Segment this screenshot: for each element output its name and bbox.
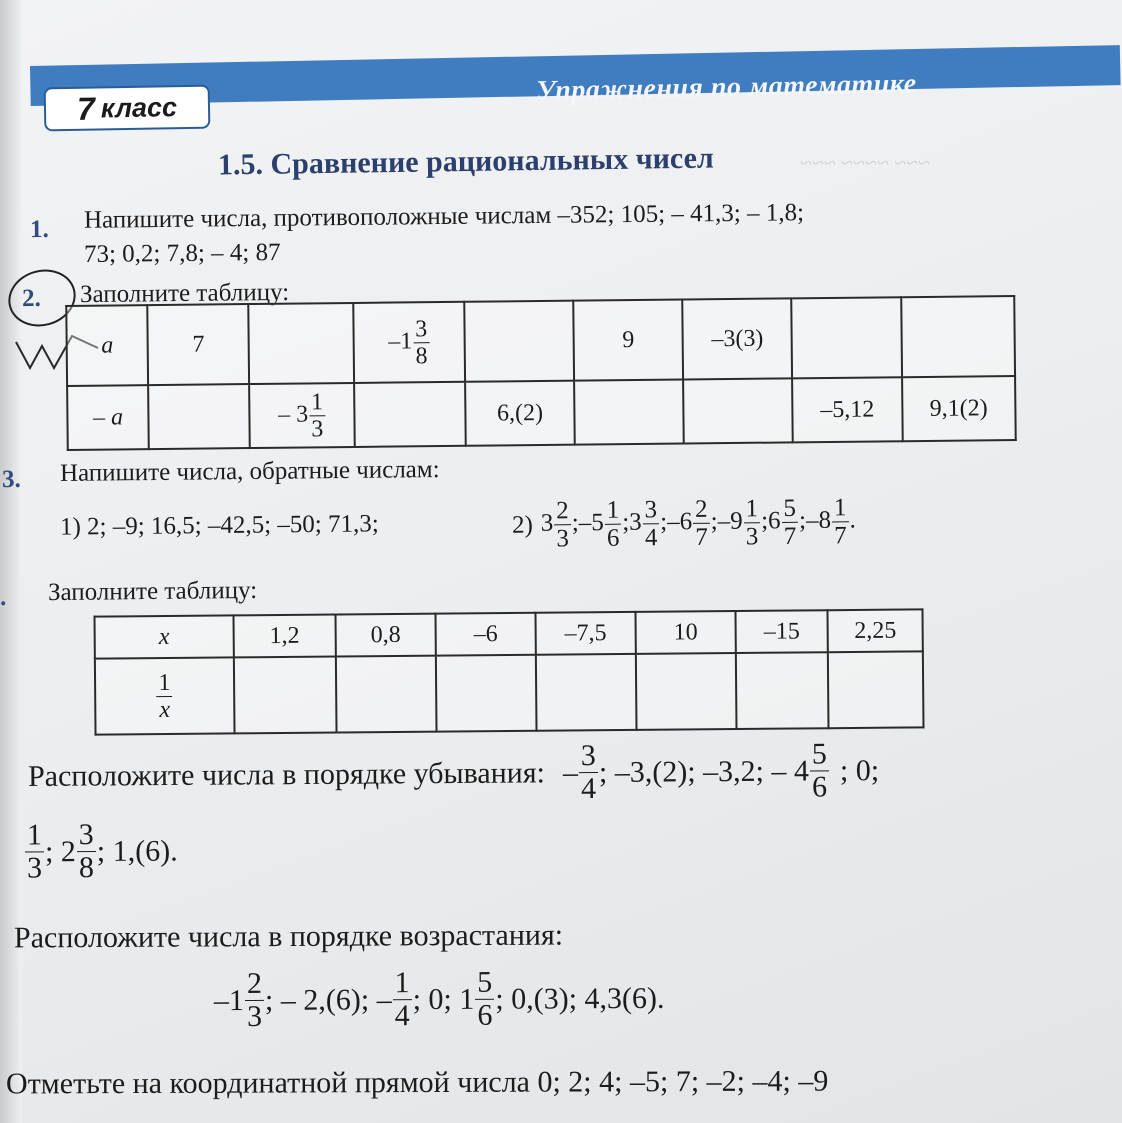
bleed-through: ​~~~ ~~~~ ~~~ <box>800 150 931 175</box>
mixed-number-whole: –6 <box>667 508 693 536</box>
mixed-number-fraction: $\frac{1}{3}$ <box>745 495 759 551</box>
table-cell <box>336 656 437 733</box>
exercise-2-text: Заполните таблицу: <box>79 278 290 309</box>
table-cell: –15 <box>736 610 829 653</box>
table-cell: 2,25 <box>828 609 923 652</box>
exercise-5-text: Расположите числа в порядке убывания: <box>27 755 546 793</box>
exercise-7-text: Отметьте на координатной прямой числа 0; 2; 4; –5; 7; –2; –4; –9 <box>5 1064 829 1101</box>
exercise-3-part1: 1) 2; –9; 16,5; –42,5; –50; 71,3; <box>59 510 379 541</box>
exercise-4-table <box>93 608 924 735</box>
mixed-number-fraction: $\frac{2}{7}$ <box>694 495 708 551</box>
table-row <box>95 609 923 658</box>
table-cell <box>683 378 793 443</box>
exercise-5-line1: Расположите числа в порядке убывания: – $\frac{3}{4}$ ; –3,(2); –3,2; – 4 $\frac{5}{6}$ ; 0; <box>27 737 880 806</box>
exercise-4-number: . <box>0 583 7 612</box>
section-title: 1.5. Сравнение рациональных чисел <box>217 141 714 182</box>
table-cell <box>574 380 684 445</box>
grade-number: 7 <box>76 90 96 127</box>
table-cell <box>792 297 902 378</box>
mixed-numbers-list: 3 $\frac{2}{3}$ ;–5 $\frac{1}{6}$ ;3 $\frac{3}{4}$ ;–6 $\frac{2}{7}$ ;–9 $\frac{1}{3}$ ;6 $\frac{5}{7}$ ;–8 $\frac{1}{7}$ . <box>540 494 856 553</box>
table-cell <box>436 655 536 732</box>
table-cell: –3(3) <box>682 298 792 379</box>
grade-word: класс <box>100 91 178 123</box>
table-cell-fraction: – 3 $\frac{1}{3}$ <box>249 383 355 448</box>
table-cell <box>248 303 354 384</box>
mixed-number-whole: –9 <box>717 507 743 535</box>
table-cell <box>464 301 574 382</box>
table-cell: 6,(2) <box>465 381 575 446</box>
grade-badge <box>44 85 211 132</box>
table-cell <box>901 296 1015 377</box>
exercise-3-number: 3. <box>1 465 21 494</box>
exercise-2-table <box>65 295 1016 451</box>
table-cell <box>536 654 637 731</box>
table-cell-label: x <box>95 615 234 658</box>
table-cell: 1,2 <box>233 615 335 658</box>
subject-title: Упражнения по математике <box>535 68 917 107</box>
table-cell: 9 <box>573 300 683 381</box>
mixed-number-whole: 3 <box>629 508 642 536</box>
table-cell: 9,1(2) <box>902 376 1016 441</box>
mixed-number-whole: 6 <box>767 507 781 535</box>
mixed-number-fraction: $\frac{5}{7}$ <box>783 494 797 550</box>
table-row <box>95 651 924 734</box>
table-row <box>67 376 1016 450</box>
exercise-1-number: 1. <box>29 215 49 244</box>
mixed-number-fraction: $\frac{2}{3}$ <box>556 497 570 553</box>
table-cell: 0,8 <box>335 614 436 657</box>
exercise-6-numbers: –1 $\frac{2}{3}$ ; – 2,(6); – $\frac{1}{4}$ ; 0; 1 $\frac{5}{6}$ ; 0,(3); 4,3(6). <box>213 965 665 1034</box>
table-cell <box>636 653 737 730</box>
table-cell-fraction: –1 $\frac{3}{8}$ <box>353 302 465 383</box>
exercise-6-text: Расположите числа в порядке возрастания: <box>13 918 564 955</box>
mixed-number-whole: –8 <box>805 506 832 534</box>
mixed-number-fraction: $\frac{1}{6}$ <box>606 496 620 552</box>
mixed-number-fraction: $\frac{1}{7}$ <box>833 494 847 550</box>
exercise-4-text: Заполните таблицу: <box>47 576 258 607</box>
table-cell-label: – a <box>67 385 149 450</box>
exercise-5-line2: $\frac{1}{3}$ ; 2 $\frac{3}{8}$ ; 1,(6). <box>26 818 178 885</box>
exercise-1-line2: 73; 0,2; 7,8; – 4; 87 <box>83 238 281 269</box>
exercise-3-text: Напишите числа, обратные числам: <box>59 456 440 487</box>
mixed-number-fraction: $\frac{3}{4}$ <box>644 496 658 552</box>
table-cell <box>828 651 923 728</box>
table-cell: 7 <box>147 304 249 385</box>
exercise-1-line1: Напишите числа, противоположные числам –352; 105; – 41,3; – 1,8; <box>83 199 805 234</box>
table-cell <box>234 657 337 734</box>
table-cell-fraction: $\frac{1}{x}$ <box>95 657 234 734</box>
table-cell: 10 <box>636 611 736 654</box>
table-cell-label: a <box>66 305 148 386</box>
exercise-3-part2: 2) 3 $\frac{2}{3}$ ;–5 $\frac{1}{6}$ ;3 $\frac{3}{4}$ ;–6 $\frac{2}{7}$ ;–9 $\frac{1}{3}$ ;6 $\frac{5}{7}$ ;–8 $\frac{1}{7}$ . <box>511 494 856 553</box>
table-cell <box>148 384 250 449</box>
table-cell <box>736 652 829 729</box>
table-cell: –7,5 <box>535 612 636 655</box>
table-cell: –5,12 <box>792 377 902 442</box>
table-cell: –6 <box>436 613 536 656</box>
table-row <box>66 296 1015 386</box>
exercise-2-number: 2. <box>21 284 41 313</box>
mixed-number-whole: –5 <box>578 509 604 537</box>
mixed-number-whole: 3 <box>540 509 554 537</box>
table-cell <box>354 382 466 447</box>
